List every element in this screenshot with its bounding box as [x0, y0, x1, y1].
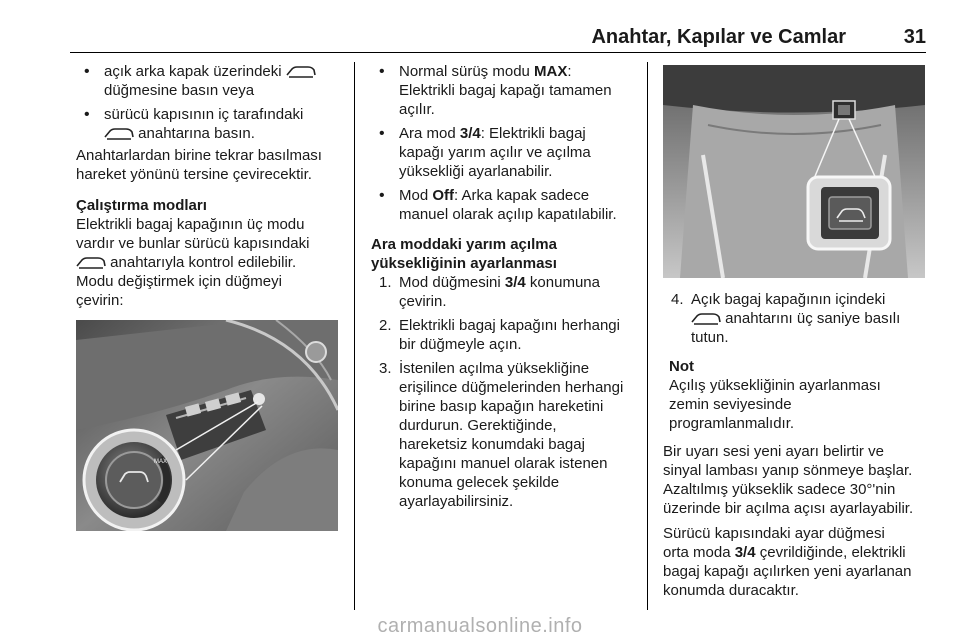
bullet-item: • sürücü kapısının iç tarafındaki anahtarına basın.: [76, 105, 348, 143]
section-heading: Ara moddaki yarım açılma: [371, 236, 557, 253]
bullet-item: • Normal sürüş modu MAX: Elektrikli bagaj kapağı tamamen açılır.: [371, 62, 641, 119]
switch-max-label: MAX: [154, 459, 168, 465]
bullet-item: • Ara mod 3/4: Elektrikli bagaj kapağı yarım açılır ve açılma yüksekliği ayarlanabilir.: [371, 124, 641, 181]
section-heading: Çalıştırma modları: [76, 197, 207, 214]
tailgate-switch-illustration: [663, 65, 925, 278]
step-item: 3. İstenilen açılma yüksekliğine erişilince düğmelerinden herhangi birine basıp kapağın hareketini durdurun. Gerektiğinde, hareketsiz konumdaki bagaj kapağını manuel olarak istenen konuma gelecek şekilde ayarlayabilirsiniz.: [379, 360, 624, 510]
page-number: 31: [903, 26, 926, 48]
tailgate-icon: [691, 313, 721, 325]
step-item: 4. Açık bagaj kapağının içindeki anahtarını üç saniye basılı tutun.: [671, 291, 901, 346]
step-item: 2. Elektrikli bagaj kapağını herhangi bir düğmeyle açın.: [379, 317, 620, 353]
section-heading: yüksekliğinin ayarlanması: [371, 255, 557, 272]
tailgate-icon: [104, 128, 134, 140]
column-divider-1: [354, 62, 355, 610]
footer-watermark[interactable]: carmanualsonline.info: [377, 615, 583, 637]
note-box: Not Açılış yüksekliğinin ayarlanması zemin seviyesinde programlanmalıdır.: [663, 357, 953, 433]
step-item: 1. Mod düğmesini 3/4 konumuna çevirin.: [379, 274, 600, 310]
bullet-item: • Mod Off: Arka kapak sadece manuel olarak açılıp kapatılabilir.: [371, 186, 641, 224]
column-divider-2: [647, 62, 648, 610]
door-switch-illustration: [76, 320, 338, 531]
column-1: • açık arka kapak üzerindeki düğmesine basın veya • sürücü kapısının iç tarafındaki anahtarına basın. Anahtarlardan birine tekrar basılması hareket yönünü tersine çevirecektir. Çalıştırma modları Elektrikli bagaj kapağının üç modu vardır ve bunlar sürücü kapısındaki anahtarıyla kontrol edilebilir. Modu değiştirmek için düğmeyi çevirin:: [76, 62, 348, 310]
chapter-title: Anahtar, Kapılar ve Camlar: [591, 26, 846, 48]
tailgate-icon: [286, 66, 316, 78]
note-title: Not: [669, 358, 694, 375]
tailgate-icon: [76, 257, 106, 269]
column-2: [371, 62, 641, 511]
page-header: [70, 26, 926, 53]
column-3: 4. Açık bagaj kapağının içindeki anahtarını üç saniye basılı tutun. Not Açılış yüksekliğinin ayarlanması zemin seviyesinde programlanmalıdır. Bir uyarı sesi yeni ayarı belirtir ve sinyal lambası yanıp sönmeye başlar. Azaltılmış yükseklik sadece 30°'nin üzerinde bir açılma açısı ayarlayabilir. Sürücü kapısındaki ayar düğmesi orta moda 3/4 çevrildiğinde, elektrikli bagaj kapağı açılırken yeni ayarlanan konumda duracaktır.: [663, 290, 953, 600]
bullet-item: • açık arka kapak üzerindeki düğmesine basın veya: [76, 62, 348, 100]
